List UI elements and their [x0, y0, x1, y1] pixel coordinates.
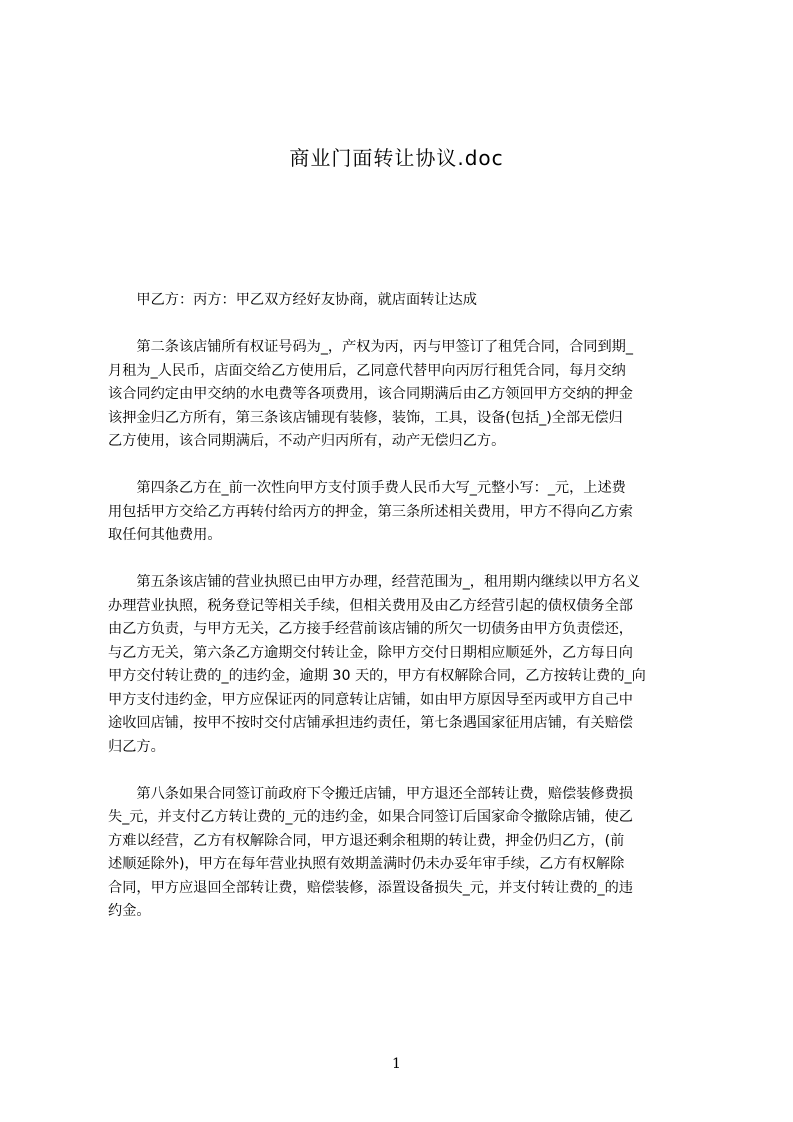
paragraph-line: 第四条乙方在_前一次性向甲方支付顶手费人民币大写_元整小写：_元，上述费 — [136, 480, 626, 496]
paragraph-line: 甲方支付违约金，甲方应保证丙的同意转让店铺，如由甲方原因导至丙或甲方自己中 — [108, 691, 633, 708]
paragraph-line: 甲方交付转让费的_的违约金，逾期 30 天的，甲方有权解除合同，乙方按转让费的_向 — [108, 668, 646, 684]
paragraph-line: 该合同约定由甲交纳的水电费等各项费用，该合同期满后由乙方领回甲方交纳的押金 — [108, 386, 633, 402]
paragraph-line: 办理营业执照，税务登记等相关手续，但相关费用及由乙方经营引起的债权债务全部 — [108, 597, 633, 614]
paragraph-line: 失_元，并支付乙方转让费的_元的违约金，如果合同签订后国家命令撤除店铺，使乙 — [108, 809, 633, 825]
document-title: 商业门面转让协议.doc — [289, 146, 504, 170]
paragraph-line: 该押金归乙方所有，第三条该店铺现有装修，装饰，工具，设备(包括_)全部无偿归 — [108, 409, 623, 426]
paragraph — [108, 336, 700, 454]
paragraph-line: 由乙方负责，与甲方无关，乙方接手经营前该店铺的所欠一切债务由甲方负责偿还， — [108, 621, 633, 637]
paragraph-line: 方难以经营，乙方有权解除合同，甲方退还剩余租期的转让费，押金仍归乙方，(前 — [108, 832, 625, 849]
paragraph-line: 约金。 — [108, 903, 151, 919]
paragraph-line: 取任何其他费用。 — [108, 527, 222, 543]
paragraph-line: 与乙方无关，第六条乙方逾期交付转让金，除甲方交付日期相应顺延外，乙方每日向 — [108, 644, 633, 661]
paragraph — [108, 477, 700, 548]
paragraph-line: 甲乙方：丙方：甲乙双方经好友协商，就店面转让达成 — [136, 292, 477, 308]
paragraph — [108, 783, 700, 924]
paragraph-line: 述顺延除外)，甲方在每年营业执照有效期盖满时仍未办妥年审手续，乙方有权解除 — [108, 856, 625, 872]
paragraph-line: 第八条如果合同签订前政府下令搬迁店铺，甲方退还全部转让费，赔偿装修费损 — [136, 785, 633, 802]
paragraph-line: 用包括甲方交给乙方再转付给丙方的押金，第三条所述相关费用，甲方不得向乙方索 — [108, 503, 633, 520]
paragraph-line: 途收回店铺，按甲不按时交付店铺承担违约责任，第七条遇国家征用店铺，有关赔偿 — [108, 715, 633, 731]
paragraph-line: 第二条该店铺所有权证号码为_，产权为丙，丙与甲签订了租凭合同，合同到期_ — [136, 339, 633, 355]
paragraph-line: 归乙方。 — [108, 738, 165, 755]
page-number: 1 — [392, 1056, 401, 1072]
paragraph-line: 第五条该店铺的营业执照已由甲方办理，经营范围为_，租用期内继续以甲方名义 — [136, 574, 641, 590]
document-body — [108, 289, 700, 947]
paragraph-line: 乙方使用，该合同期满后，不动产归丙所有，动产无偿归乙方。 — [108, 433, 506, 449]
paragraph-line: 合同，甲方应退回全部转让费，赔偿装修，添置设备损失_元，并支付转让费的_的违 — [108, 879, 633, 896]
paragraph — [108, 571, 700, 759]
paragraph — [108, 289, 700, 313]
paragraph-line: 月租为_人民币，店面交给乙方使用后，乙同意代替甲向丙厉行租凭合同，每月交纳 — [108, 362, 626, 379]
